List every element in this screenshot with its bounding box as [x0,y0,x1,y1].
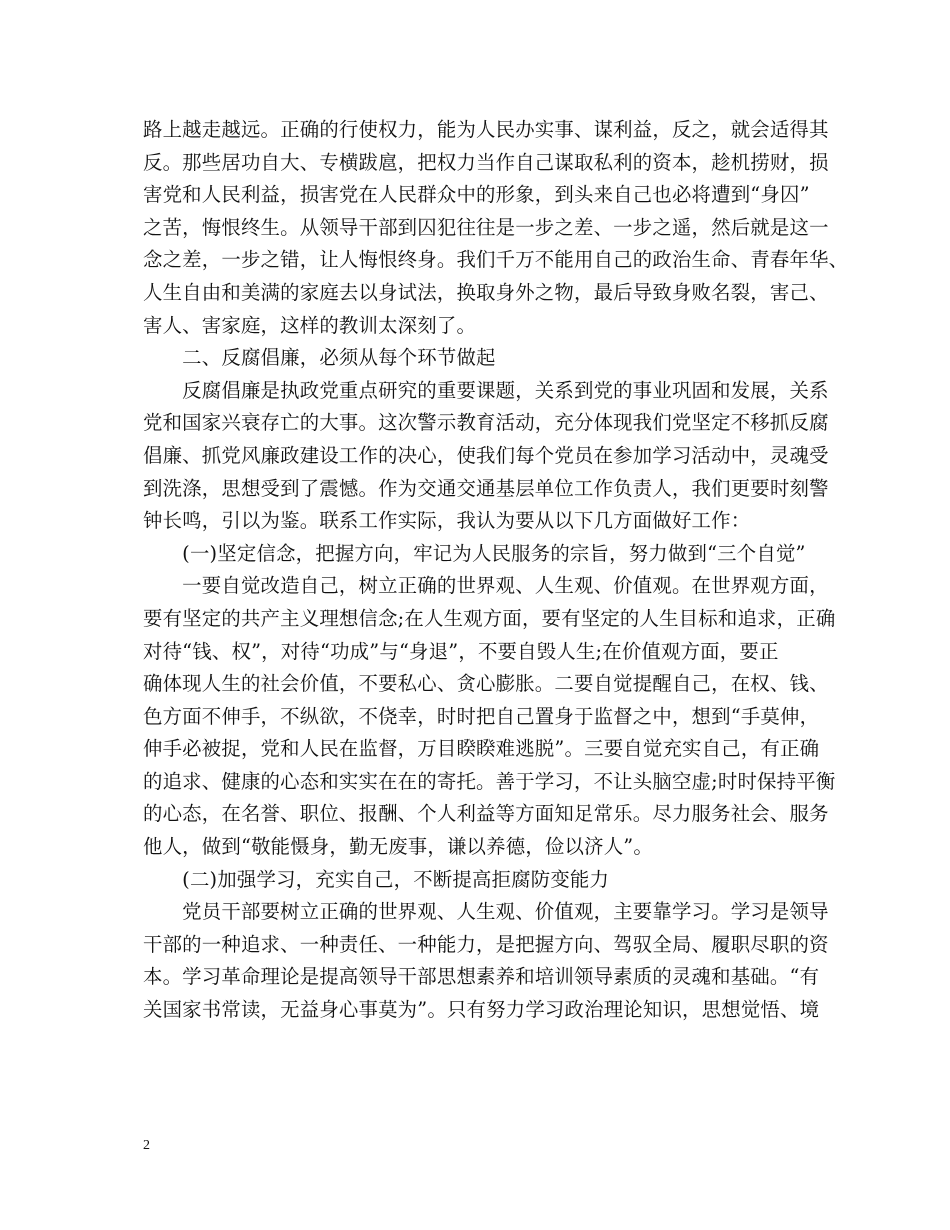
text-line: 要有坚定的共产主义理想信念;在人生观方面，要有坚定的人生目标和追求，正确 [143,606,836,630]
text-line: 的心态，在名誉、职位、报酬、个人利益等方面知足常乐。尽力服务社会、服务 [143,802,829,826]
text-line: 到洗涤，思想受到了震憾。作为交通交通基层单位工作负责人，我们更要时刻警 [143,476,829,500]
text-line: 反。那些居功自大、专横跋扈，把权力当作自己谋取私利的资本，趁机捞财，损 [143,150,829,174]
text-line: 党员干部要树立正确的世界观、人生观、价值观，主要靠学习。学习是领导 [143,900,829,924]
text-line: 人生自由和美满的家庭去以身试法，换取身外之物，最后导致身败名裂，害己、 [143,280,829,304]
text-line: 害人、害家庭，这样的教训太深刻了。 [143,313,477,337]
text-line: 干部的一种追求、一种责任、一种能力，是把握方向、驾驭全局、履职尽职的资 [143,932,829,956]
text-line: 伸手必被捉，党和人民在监督，万目睽睽难逃脱”。三要自觉充实自己，有正确 [143,737,820,761]
body-text [143,114,849,1027]
text-line: 之苦，悔恨终生。从领导干部到囚犯往往是一步之差、一步之遥，然后就是这一 [143,215,829,239]
text-line: 确体现人生的社会价值，不要私心、贪心膨胀。二要自觉提醒自己，在权、钱、 [143,672,829,696]
text-line: (一)坚定信念，把握方向，牢记为人民服务的宗旨，努力做到“三个自觉” [143,541,806,565]
text-line: 二、反腐倡廉，必须从每个环节做起 [143,346,496,370]
text-line: 色方面不伸手，不纵欲，不侥幸，时时把自己置身于监督之中，想到“手莫伸， [143,704,820,728]
text-line: 反腐倡廉是执政党重点研究的重要课题，关系到党的事业巩固和发展，关系 [143,378,829,402]
text-line: 路上越走越远。正确的行使权力，能为人民办实事、谋利益，反之，就会适得其 [143,118,829,141]
text-line: 害党和人民利益，损害党在人民群众中的形象，到头来自己也必将遭到“身囚” [143,183,810,207]
text-line: 党和国家兴衰存亡的大事。这次警示教育活动，充分体现我们党坚定不移抓反腐 [143,411,829,435]
text-line: 钟长鸣，引以为鉴。联系工作实际，我认为要从以下几方面做好工作： [143,509,751,533]
page-number: 2 [143,1138,150,1153]
text-line: 一要自觉改造自己，树立正确的世界观、人生观、价值观。在世界观方面， [143,574,829,598]
text-line: 本。学习革命理论是提高领导干部思想素养和培训领导素质的灵魂和基础。“有 [143,965,820,989]
text-line: 他人，做到“敬能慑身，勤无废事，谦以养德，俭以济人”。 [143,835,653,859]
text-line: 念之差，一步之错，让人悔恨终身。我们千万不能用自己的政治生命、青春年华、 [143,248,849,272]
text-line: 的追求、健康的心态和实实在在的寄托。善于学习，不让头脑空虚;时时保持平衡 [143,769,836,793]
text-line: 倡廉、抓党风廉政建设工作的决心，使我们每个党员在参加学习活动中，灵魂受 [143,443,829,467]
text-line: 关国家书常读，无益身心事莫为”。只有努力学习政治理论知识，思想觉悟、境 [143,998,820,1022]
text-line: 对待“钱、权”，对待“功成”与“身退”，不要自毁人生;在价值观方面，要正 [143,639,779,663]
text-line: (二)加强学习，充实自己，不断提高拒腐防变能力 [143,867,610,891]
